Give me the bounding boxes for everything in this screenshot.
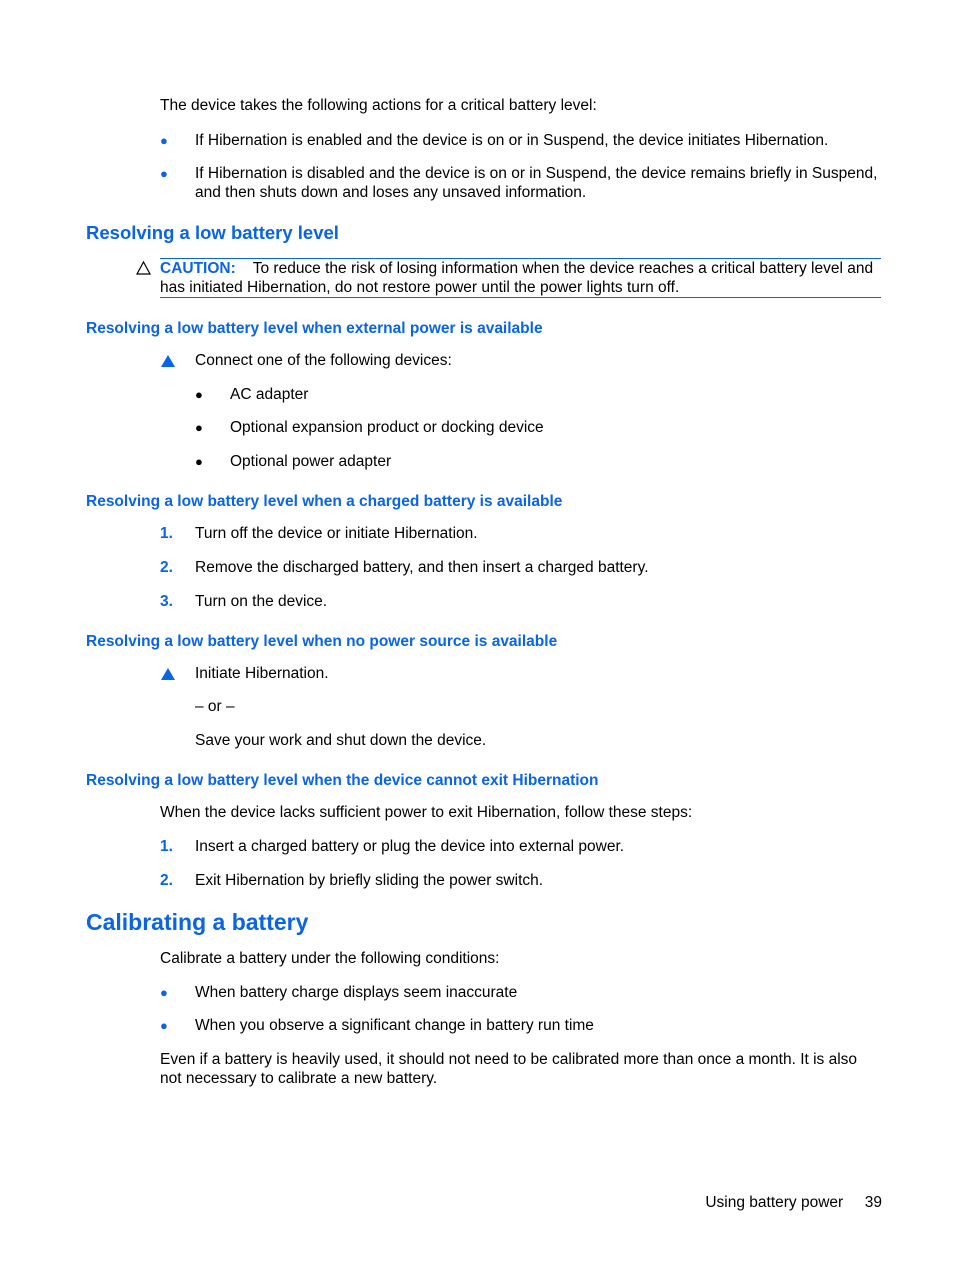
step-number: 3.	[160, 593, 173, 610]
step-triangle-icon	[160, 666, 176, 682]
list-item: If Hibernation is enabled and the device is on or in Suspend, the device initiates Hibernation.	[195, 132, 829, 149]
bullet-icon: ●	[195, 454, 203, 469]
subsection-heading: Resolving a low battery level when external power is available	[86, 320, 543, 337]
list-item: When you observe a significant change in battery run time	[195, 1017, 594, 1034]
bullet-icon: ●	[160, 133, 168, 148]
caution-label: CAUTION:	[160, 260, 236, 277]
step-text: Remove the discharged battery, and then insert a charged battery.	[195, 559, 649, 576]
bullet-icon: ●	[160, 985, 168, 1000]
subsection-heading: Resolving a low battery level when a charged battery is available	[86, 493, 563, 510]
list-item: If Hibernation is disabled and the device is on or in Suspend, the device remains briefly in Suspend, and then shuts down and loses any unsaved information.	[195, 165, 878, 201]
list-item: When battery charge displays seem inaccurate	[195, 984, 518, 1001]
step-text: Exit Hibernation by briefly sliding the power switch.	[195, 872, 544, 889]
bullet-icon: ●	[195, 387, 203, 402]
section-heading: Resolving a low battery level	[86, 222, 339, 243]
page-number: 39	[864, 1194, 882, 1211]
caution-icon	[136, 261, 151, 275]
step-number: 1.	[160, 525, 173, 542]
step-text: Save your work and shut down the device.	[195, 732, 487, 749]
page-footer	[705, 1193, 882, 1212]
bullet-icon: ●	[195, 420, 203, 435]
step-text: Initiate Hibernation.	[195, 665, 329, 682]
step-text: Connect one of the following devices:	[195, 352, 452, 369]
intro-paragraph: The device takes the following actions for a critical battery level:	[160, 97, 597, 114]
caution-box	[160, 258, 881, 298]
or-separator: – or –	[195, 698, 235, 715]
bullet-icon: ●	[160, 1018, 168, 1033]
subsection-heading: Resolving a low battery level when the device cannot exit Hibernation	[86, 772, 599, 789]
section-heading: Calibrating a battery	[86, 909, 309, 935]
step-text: Turn off the device or initiate Hibernation.	[195, 525, 478, 542]
step-triangle-icon	[160, 353, 176, 369]
list-item: Optional power adapter	[230, 453, 392, 470]
step-number: 2.	[160, 872, 173, 889]
caution-text: To reduce the risk of losing information when the device reaches a critical battery level and has initiated Hibernation, do not restore power until the power lights turn off.	[160, 260, 874, 296]
step-number: 2.	[160, 559, 173, 576]
step-text: Insert a charged battery or plug the device into external power.	[195, 838, 625, 855]
list-item: Optional expansion product or docking device	[230, 419, 544, 436]
step-number: 1.	[160, 838, 173, 855]
paragraph: Calibrate a battery under the following conditions:	[160, 950, 500, 967]
paragraph: Even if a battery is heavily used, it should not need to be calibrated more than once a month. It is also not necessary to calibrate a new battery.	[160, 1051, 858, 1087]
bullet-icon: ●	[160, 166, 168, 181]
list-item: AC adapter	[230, 386, 309, 403]
subsection-heading: Resolving a low battery level when no power source is available	[86, 633, 558, 650]
footer-section: Using battery power	[705, 1194, 844, 1211]
paragraph: When the device lacks sufficient power to exit Hibernation, follow these steps:	[160, 804, 693, 821]
step-text: Turn on the device.	[195, 593, 328, 610]
